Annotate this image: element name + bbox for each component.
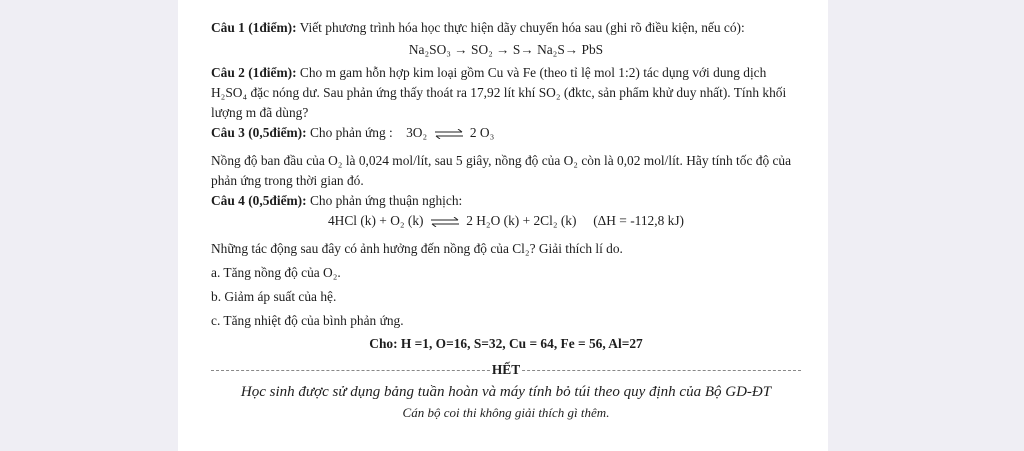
exam-page [178, 0, 828, 451]
question-1-chain: Na₂SO₃ → SO₂ → S→ Na₂S→ PbS [408, 42, 604, 57]
question-3-label: Câu 3 (0,5điểm): [211, 125, 307, 140]
question-4-item-c: c. Tăng nhiệt độ của bình phản ứng. [211, 313, 404, 328]
end-divider [211, 360, 801, 380]
exam-content [211, 18, 801, 423]
question-2-text: Cho m gam hỗn hợp kim loại gồm Cu và Fe (theo tỉ lệ mol 1:2) tác dụng với dung dịch H₂SO₄ đặc nóng dư. Sau phản ứng thấy thoát ra 17,92 lít khí SO₂ (đktc, sản phẩm khử duy nhất). Tính khối lượng m đã dùng? [211, 65, 787, 120]
given-text: Cho: H =1, O=16, S=32, Cu = 64, Fe = 56, Al=27 [369, 336, 643, 351]
question-4-reaction-right: 2 H₂O (k) + 2Cl₂ (k) [466, 213, 577, 228]
question-3-reaction-right: 2 O₃ [469, 125, 495, 140]
question-2-label: Câu 2 (1điểm): [211, 65, 297, 80]
question-1-text: Viết phương trình hóa học thực hiện dãy chuyển hóa sau (ghi rõ điều kiện, nếu có): [296, 20, 745, 35]
question-3-body: Nồng độ ban đầu của O₂ là 0,024 mol/lít, sau 5 giây, nồng độ của O₂ còn là 0,02 mol/lít. Hãy tính tốc độ của phản ứng trong thời gian đó. [211, 153, 792, 188]
question-3-text: Cho phản ứng : [306, 125, 393, 140]
question-3-reaction-left: 3O₂ [406, 125, 428, 140]
question-2 [211, 63, 801, 123]
question-4-text: Cho phản ứng thuận nghịch: [306, 193, 463, 208]
end-mark: HẾT [491, 362, 521, 377]
question-4-label: Câu 4 (0,5điểm): [211, 193, 307, 208]
given-atomic-masses [211, 334, 801, 354]
question-4-item-a: a. Tăng nồng độ của O₂. [211, 265, 341, 280]
footer-note-2: Cán bộ coi thi không giải thích gì thêm. [402, 405, 610, 420]
question-3 [211, 123, 801, 143]
equilibrium-arrow-icon [430, 217, 460, 227]
question-1-label: Câu 1 (1điểm): [211, 20, 297, 35]
question-4-enthalpy: (ΔH = -112,8 kJ) [593, 213, 685, 228]
question-4-reaction-left: 4HCl (k) + O₂ (k) [327, 213, 424, 228]
question-4-question: Những tác động sau đây có ảnh hưởng đến nồng độ của Cl₂? Giải thích lí do. [211, 241, 623, 256]
question-4-reaction [211, 211, 801, 231]
question-4 [211, 191, 801, 211]
footer-note: Học sinh được sử dụng bảng tuần hoàn và máy tính bỏ túi theo quy định của Bộ GD-ĐT [240, 384, 772, 400]
equilibrium-arrow-icon [434, 129, 464, 139]
question-4-item-b: b. Giảm áp suất của hệ. [211, 289, 337, 304]
question-1 [211, 18, 801, 38]
